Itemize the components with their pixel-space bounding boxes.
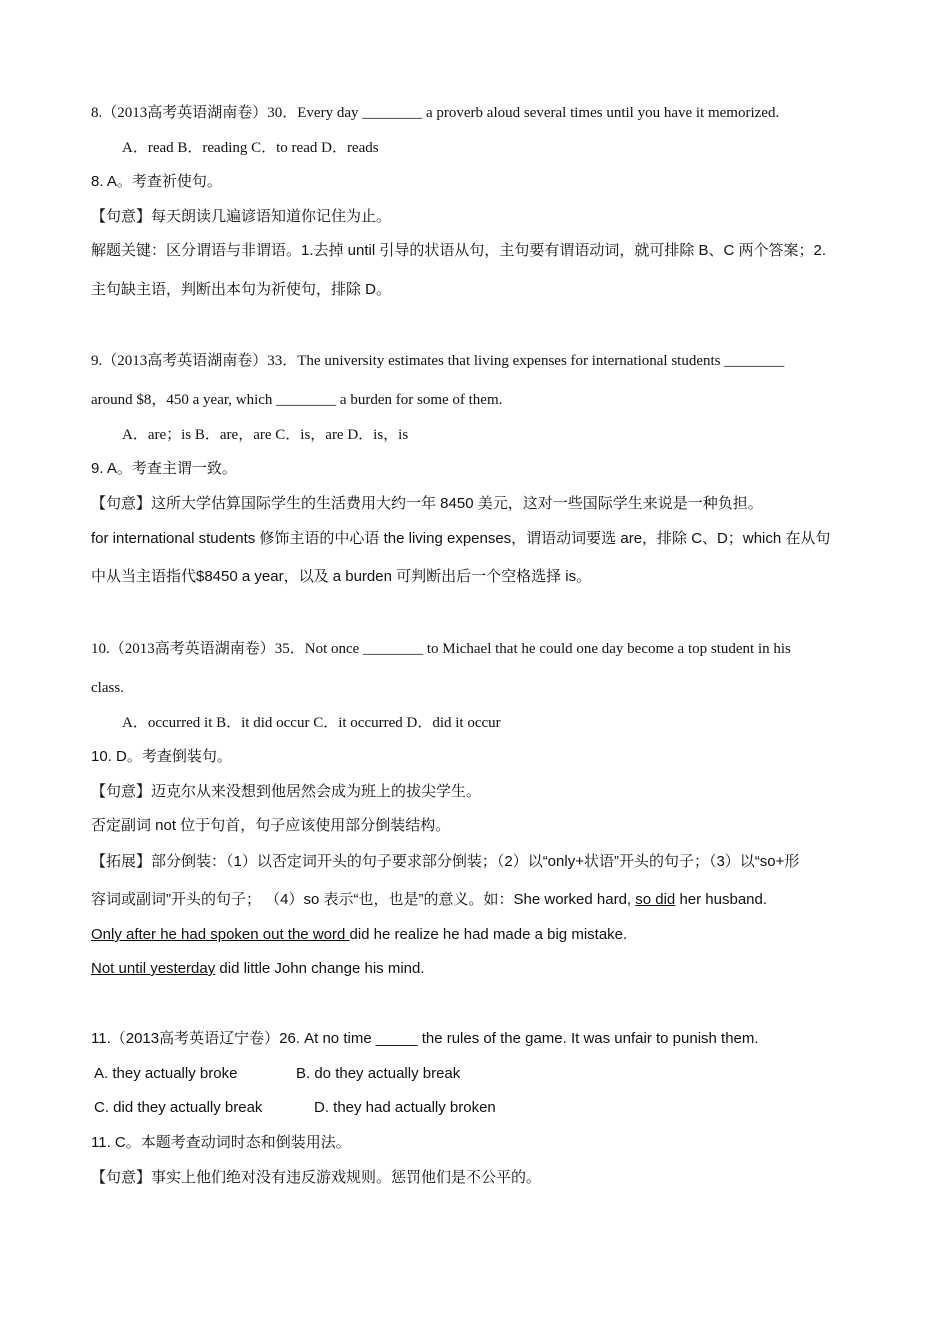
q9-question-line2: around $8，450 a year, which ________ a burden for some of them. (91, 392, 503, 408)
q10-extend-line2-end: her husband. (675, 891, 768, 908)
q9-meaning: 【句意】这所大学估算国际学生的生活费用大约一年 8450 美元，这对一些国际学生来说是一种负担。 (91, 495, 763, 512)
q10-answer: 10. D。考查倒装句。 (91, 748, 232, 765)
q10-options: A．occurred it B．it did occur C．it occurred D．did it occur (122, 715, 501, 731)
q9-explain-line2: 中从当主语指代$8450 a year，以及 a burden 可判断出后一个空格选择 is。 (91, 568, 592, 585)
q10-extend-line1: 【拓展】部分倒装：（1）以否定词开头的句子要求部分倒装；（2）以“only+状语”开头的句子；（3）以“so+形 (91, 853, 800, 870)
q10-extend-underlined: so did (635, 891, 676, 908)
q10-extend-line2 (91, 890, 767, 910)
q8-meaning: 【句意】每天朗读几遍谚语知道你记住为止。 (91, 208, 392, 225)
q10-example-2 (91, 959, 425, 979)
q10-example-2-underlined: Not until yesterday (91, 960, 216, 977)
q11-option-a: A. they actually broke (94, 1065, 238, 1082)
q9-answer: 9. A。考查主谓一致。 (91, 460, 237, 477)
q11-option-d: D. they had actually broken (314, 1099, 496, 1116)
q11-option-c: C. did they actually break (94, 1099, 263, 1116)
q10-explain: 否定副词 not 位于句首，句子应该使用部分倒装结构。 (91, 817, 451, 834)
q11-answer: 11. C。本题考查动词时态和倒装用法。 (91, 1134, 351, 1151)
q11-options-row1 (94, 1064, 460, 1084)
q11-options-row2 (94, 1098, 496, 1118)
q10-extend-line2-text: 容词或副词”开头的句子； （4）so 表示“也，也是”的意义。如：She worked hard, (91, 891, 636, 908)
q11-option-b: B. do they actually break (296, 1065, 461, 1082)
q9-question-line1: 9.（2013高考英语湖南卷）33．The university estimates that living expenses for international students ________ (91, 353, 785, 369)
q8-options: A．read B．reading C．to read D．reads (122, 140, 379, 156)
q8-answer: 8. A。考查祈使句。 (91, 173, 222, 190)
q10-question-line1: 10.（2013高考英语湖南卷）35．Not once ________ to Michael that he could one day become a top student in his (91, 641, 791, 657)
q9-explain-line1: for international students 修饰主语的中心语 the living expenses，谓语动词要选 are，排除 C、D；which 在从句 (91, 530, 831, 547)
q8-explain-line1: 解题关键：区分谓语与非谓语。1.去掉 until 引导的状语从句，主句要有谓语动词，就可排除 B、C 两个答案；2. (91, 242, 827, 259)
q10-example-1-text: did he realize he had made a big mistake. (349, 926, 628, 943)
q8-question: 8.（2013高考英语湖南卷）30．Every day ________ a proverb aloud several times until you have it memorized. (91, 105, 780, 121)
q10-example-1-underlined: Only after he had spoken out the word (91, 926, 350, 943)
q10-meaning: 【句意】迈克尔从来没想到他居然会成为班上的拔尖学生。 (91, 783, 482, 800)
q10-example-2-text: did little John change his mind. (215, 960, 425, 977)
q11-meaning: 【句意】事实上他们绝对没有违反游戏规则。惩罚他们是不公平的。 (91, 1169, 542, 1186)
q8-explain-line2: 主句缺主语，判断出本句为祈使句，排除 D。 (91, 281, 392, 298)
q10-example-1 (91, 925, 627, 945)
q11-question: 11.（2013高考英语辽宁卷）26. At no time _____ the rules of the game. It was unfair to punish them. (91, 1030, 759, 1047)
q10-question-line2: class. (91, 680, 124, 696)
q9-options: A．are；is B．are，are C．is，are D．is，is (122, 427, 409, 443)
